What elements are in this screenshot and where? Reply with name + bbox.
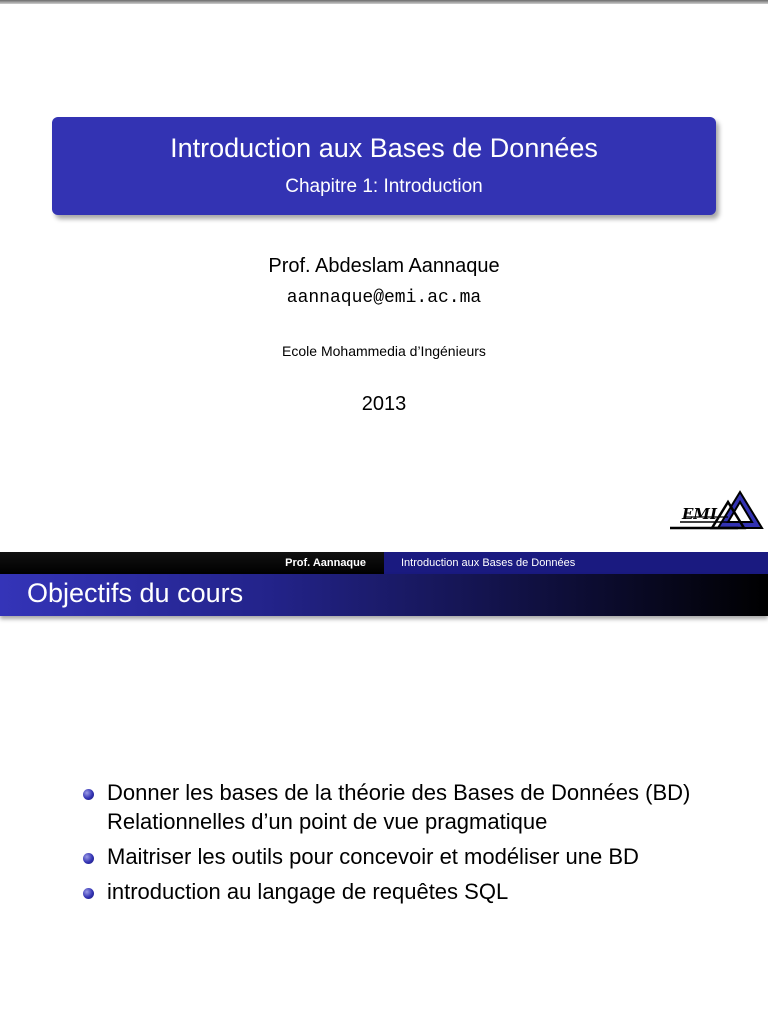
emi-logo-icon	[668, 486, 764, 532]
list-item-text: Maitriser les outils pour concevoir et modéliser une BD	[107, 844, 639, 869]
list-item	[80, 842, 720, 871]
author-name: Prof. Abdeslam Aannaque	[268, 255, 500, 277]
title-box	[52, 117, 716, 215]
presentation-title: Introduction aux Bases de Données	[170, 133, 598, 163]
list-item	[80, 877, 720, 906]
author-email: aannaque@emi.ac.ma	[286, 288, 482, 308]
footer-bar	[0, 552, 768, 574]
footer-author	[0, 552, 384, 574]
presentation-subtitle: Chapitre 1: Introduction	[285, 176, 483, 197]
footer-author-label: Prof. Aannaque	[285, 557, 366, 569]
bullet-icon	[83, 853, 94, 864]
list-item-text: Donner les bases de la théorie des Bases de Données (BD) Relationnelles d’un point de vue pragmatique	[107, 780, 691, 834]
frame-title: Objectifs du cours	[27, 578, 244, 608]
bullet-icon	[83, 789, 94, 800]
institute-name: Ecole Mohammedia d’Ingénieurs	[282, 343, 486, 359]
frame-title-bar	[0, 574, 768, 616]
footer-title-label: Introduction aux Bases de Données	[401, 557, 576, 569]
list-item	[80, 778, 720, 836]
presentation-year: 2013	[361, 393, 407, 415]
bullet-icon	[83, 888, 94, 899]
footer-title	[384, 552, 768, 574]
objectives-list	[80, 778, 720, 912]
list-item-text: introduction au langage de requêtes SQL	[107, 879, 509, 904]
svg-text:EMI: EMI	[682, 505, 718, 523]
title-slide	[0, 4, 768, 548]
